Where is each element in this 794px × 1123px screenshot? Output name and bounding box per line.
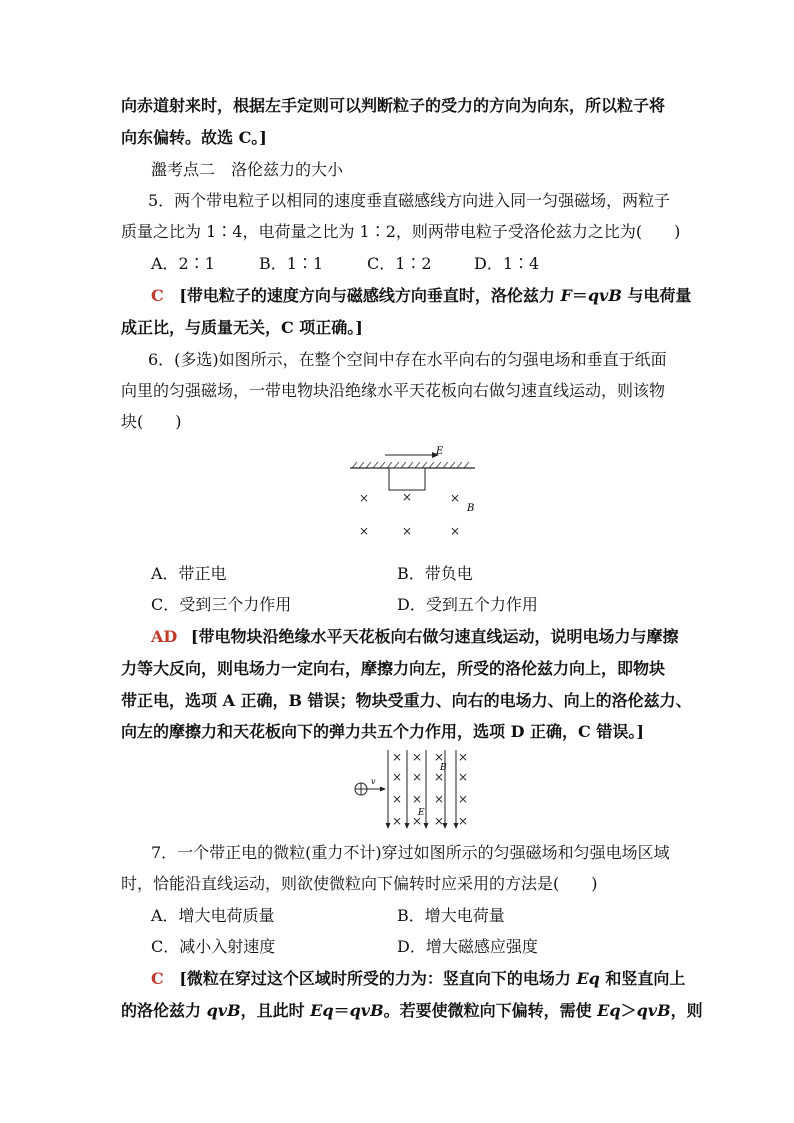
- q7-exp-text: ，且此时: [240, 1001, 311, 1020]
- q7-option-c: C．减小入射速度: [151, 937, 276, 956]
- e-field-label: E: [436, 446, 444, 457]
- question-7-line-2: 时，恰能沿直线运动，则欲使微粒向下偏转时应采用的方法是( ): [121, 874, 598, 893]
- q7-option-d: D．增大磁感应强度: [397, 937, 538, 956]
- svg-text:×: ×: [412, 770, 423, 784]
- q6-option-a: A．带正电: [151, 564, 227, 583]
- q7-exp-text: ，则: [670, 1001, 703, 1020]
- svg-text:×: ×: [450, 524, 461, 538]
- svg-text:×: ×: [434, 814, 445, 828]
- text-line: 向东偏转。故选 C。]: [121, 128, 267, 147]
- q5-option-d: D．1∶4: [474, 254, 540, 273]
- svg-text:×: ×: [458, 792, 469, 806]
- svg-text:×: ×: [412, 750, 423, 764]
- svg-text:×: ×: [402, 490, 413, 504]
- question-5-line-2: 质量之比为 1∶4，电荷量之比为 1∶2，则两带电粒子受洛伦兹力之比为( ): [121, 222, 681, 241]
- q5-exp-text: ＝: [571, 286, 588, 305]
- q5-explanation-line-2: 成正比，与质量无关，C 项正确。]: [121, 318, 363, 337]
- q5-exp-var: F: [560, 286, 572, 305]
- section-title: 考点二 洛伦兹力的大小: [167, 160, 344, 179]
- b-field-label: B: [467, 503, 475, 514]
- q6-option-d: D．受到五个力作用: [397, 595, 538, 614]
- svg-text:×: ×: [402, 524, 413, 538]
- q6-answer: AD: [151, 627, 178, 646]
- svg-text:×: ×: [450, 491, 461, 505]
- q7-exp-var: Eq: [576, 969, 600, 988]
- e-field-label: E: [418, 808, 425, 818]
- q5-exp-text: [带电粒子的速度方向与磁感线方向垂直时，洛伦兹力: [179, 286, 561, 305]
- question-6-line-3: 块( ): [121, 412, 182, 431]
- svg-text:×: ×: [392, 770, 403, 784]
- svg-text:×: ×: [392, 792, 403, 806]
- q7-explanation-line-2: [121, 1001, 703, 1021]
- q5-exp-text: 与电荷量: [621, 286, 692, 305]
- magnetic-field-crosses: [359, 490, 460, 538]
- q6-exp-text: [带电物块沿绝缘水平天花板向右做匀速直线运动，说明电场力与摩擦: [190, 627, 679, 646]
- q6-explanation-line-1: [151, 627, 678, 647]
- block: [389, 468, 425, 490]
- section-heading: [151, 160, 343, 180]
- q7-exp-text: 。若要使微粒向下偏转，需使: [383, 1001, 598, 1020]
- b-field-label: B: [440, 763, 447, 773]
- svg-text:×: ×: [434, 792, 445, 806]
- q7-exp-text: 的洛伦兹力: [121, 1001, 207, 1020]
- svg-text:×: ×: [412, 814, 423, 828]
- q6-option-b: B．带负电: [397, 564, 473, 583]
- q7-exp-text: ＝: [333, 1001, 350, 1020]
- magnetic-field-crosses: [392, 750, 468, 828]
- question-6-line-2: 向里的匀强磁场，一带电物块沿绝缘水平天花板向右做匀速直线运动，则该物: [121, 381, 666, 400]
- section-icon: 瀊: [151, 160, 168, 179]
- svg-text:×: ×: [434, 770, 445, 784]
- svg-text:×: ×: [359, 491, 370, 505]
- svg-text:×: ×: [392, 814, 403, 828]
- q6-option-c: C．受到三个力作用: [151, 595, 292, 614]
- q7-explanation-line-1: [151, 969, 685, 989]
- svg-text:×: ×: [458, 814, 469, 828]
- q7-exp-text: ＞: [620, 1001, 637, 1020]
- q5-explanation-line-1: [151, 286, 691, 306]
- q6-explanation-line-4: 向左的摩擦力和天花板向下的弹力共五个力作用，选项 D 正确，C 错误。]: [121, 722, 644, 741]
- velocity-label: v: [371, 777, 376, 786]
- q6-figure: [340, 440, 490, 540]
- q7-exp-text: [微粒在穿过这个区域时所受的力为：竖直向下的电场力: [179, 969, 577, 988]
- svg-text:×: ×: [359, 524, 370, 538]
- svg-text:×: ×: [412, 792, 423, 806]
- q5-exp-var: qvB: [587, 286, 622, 305]
- svg-text:×: ×: [458, 750, 469, 764]
- q5-answer: C: [151, 286, 164, 305]
- q5-option-b: B．1∶1: [259, 254, 324, 273]
- q7-answer: C: [151, 969, 164, 988]
- q7-exp-var: Eq: [310, 1001, 334, 1020]
- ceiling-hatching: [352, 462, 469, 468]
- q7-exp-var: Eq: [597, 1001, 621, 1020]
- q7-exp-text: 和竖直向上: [599, 969, 686, 988]
- q7-exp-var: qvB: [636, 1001, 671, 1020]
- question-5-line-1: 5．两个带电粒子以相同的速度垂直磁感线方向进入同一匀强磁场，两粒子: [148, 191, 671, 210]
- q5-option-a: A．2∶1: [151, 254, 215, 273]
- question-6-line-1: 6．(多选)如图所示，在整个空间中存在水平向右的匀强电场和垂直于纸面: [148, 350, 667, 369]
- question-7-line-1: 7．一个带正电的微粒(重力不计)穿过如图所示的匀强磁场和匀强电场区域: [151, 843, 670, 862]
- q5-option-c: C．1∶2: [367, 254, 432, 273]
- text-line: 向赤道射来时，根据左手定则可以判断粒子的受力的方向为向东，所以粒子将: [121, 96, 666, 115]
- q7-exp-var: qvB: [206, 1001, 241, 1020]
- svg-text:×: ×: [392, 750, 403, 764]
- svg-text:×: ×: [434, 750, 445, 764]
- svg-text:×: ×: [458, 770, 469, 784]
- q7-exp-var: qvB: [349, 1001, 384, 1020]
- q7-option-b: B．增大电荷量: [397, 906, 505, 925]
- q6-explanation-line-3: 带正电，选项 A 正确，B 错误；物块受重力、向右的电场力、向上的洛伦兹力、: [121, 691, 692, 710]
- q6-explanation-line-2: 力等大反向，则电场力一定向右，摩擦力向左，所受的洛伦兹力向上，即物块: [121, 659, 666, 678]
- q7-figure: [350, 748, 480, 832]
- q7-option-a: A．增大电荷质量: [151, 906, 275, 925]
